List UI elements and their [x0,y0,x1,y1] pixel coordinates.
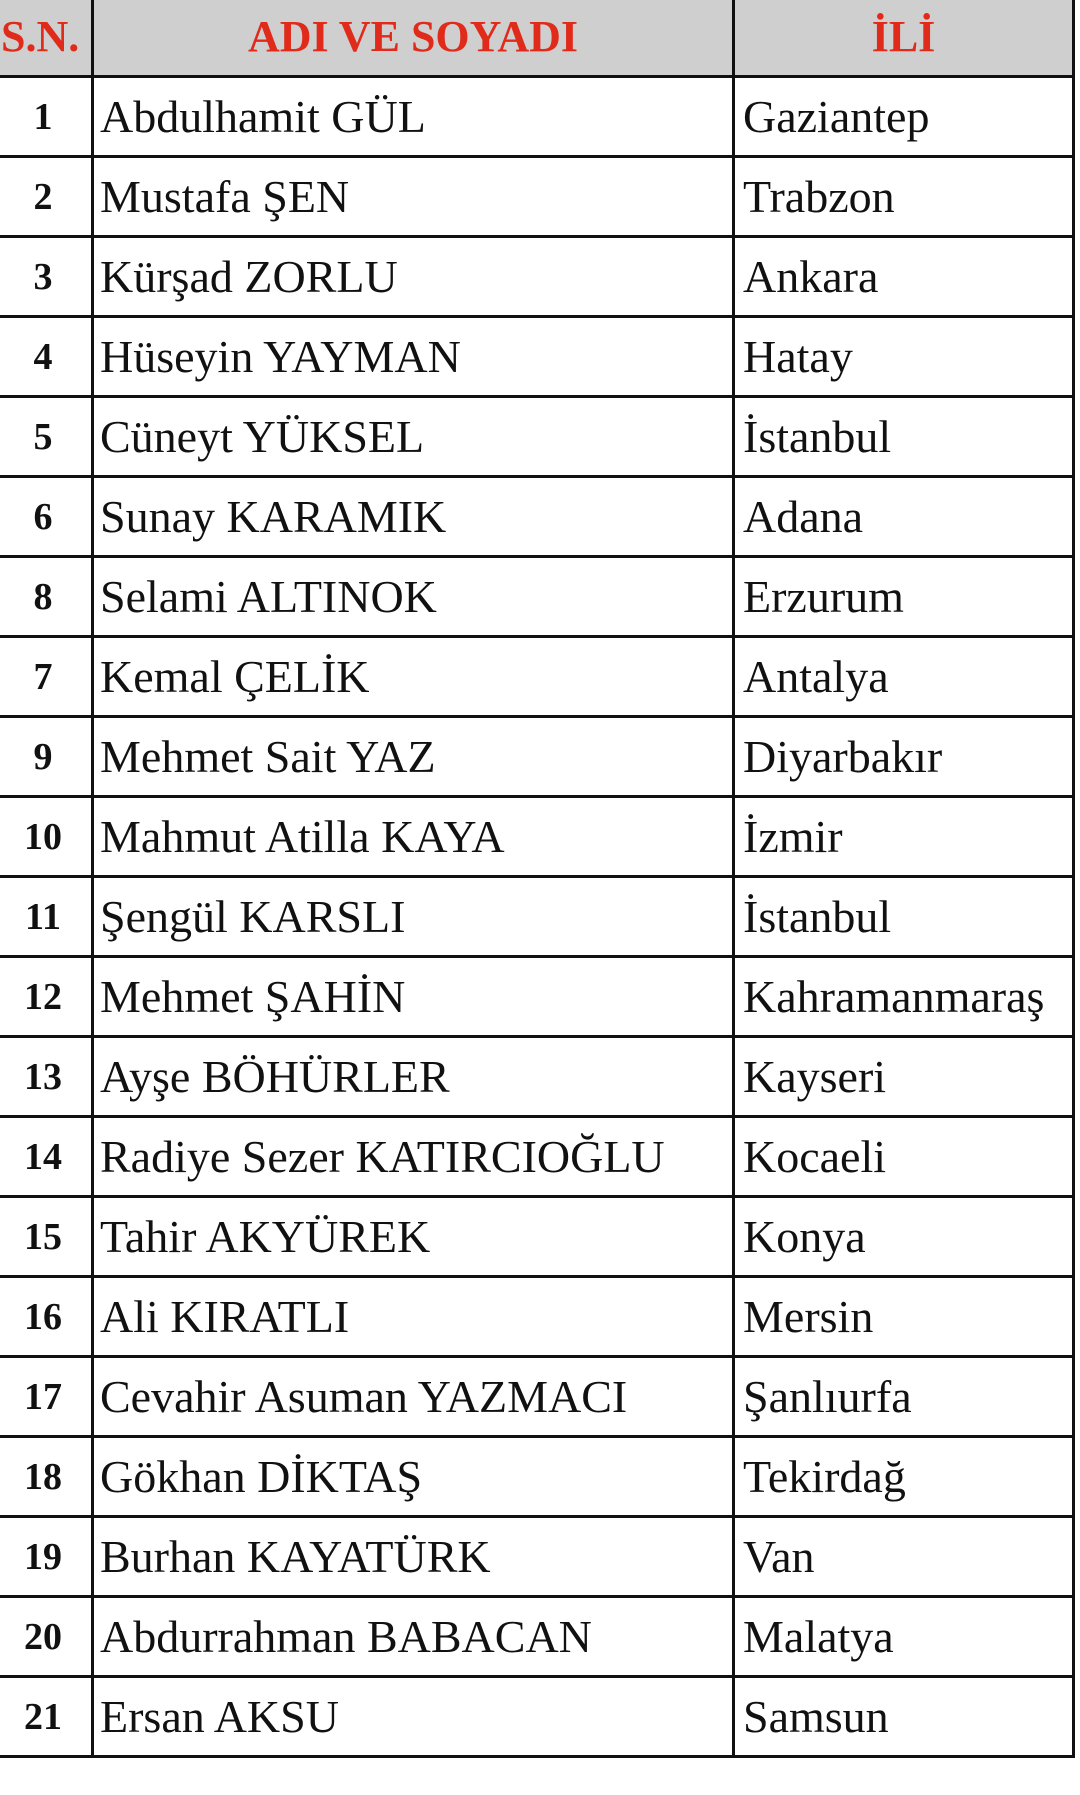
row-name: Tahir AKYÜREK [93,1197,734,1277]
row-city: Malatya [734,1597,1074,1677]
row-sn: 10 [0,797,93,877]
row-city: Adana [734,477,1074,557]
row-city: Samsun [734,1677,1074,1757]
row-city: Kahramanmaraş [734,957,1074,1037]
row-city: Erzurum [734,557,1074,637]
row-name: Kemal ÇELİK [93,637,734,717]
table-row [0,717,1074,797]
row-name: Hüseyin YAYMAN [93,317,734,397]
row-sn: 2 [0,157,93,237]
table-row [0,237,1074,317]
table-header [0,0,1074,77]
row-name: Selami ALTINOK [93,557,734,637]
row-city: Diyarbakır [734,717,1074,797]
row-name: Abdurrahman BABACAN [93,1597,734,1677]
row-sn: 13 [0,1037,93,1117]
table-row [0,397,1074,477]
row-sn: 4 [0,317,93,397]
row-name: Ali KIRATLI [93,1277,734,1357]
table-body [0,77,1074,1757]
row-name: Cüneyt YÜKSEL [93,397,734,477]
row-city: Ankara [734,237,1074,317]
header-city: İLİ [734,0,1074,77]
row-name: Ersan AKSU [93,1677,734,1757]
row-city: Kayseri [734,1037,1074,1117]
row-name: Kürşad ZORLU [93,237,734,317]
row-city: Hatay [734,317,1074,397]
row-name: Cevahir Asuman YAZMACI [93,1357,734,1437]
table-row [0,797,1074,877]
table-row [0,1037,1074,1117]
row-name: Sunay KARAMIK [93,477,734,557]
table-row [0,877,1074,957]
table-row [0,1357,1074,1437]
row-sn: 3 [0,237,93,317]
row-sn: 20 [0,1597,93,1677]
row-city: Tekirdağ [734,1437,1074,1517]
table-row [0,637,1074,717]
table-row [0,957,1074,1037]
header-sn: S.N. [0,0,93,77]
table-row [0,1197,1074,1277]
row-name: Radiye Sezer KATIRCIOĞLU [93,1117,734,1197]
table-row [0,1437,1074,1517]
row-name: Abdulhamit GÜL [93,77,734,157]
table-row [0,557,1074,637]
row-city: Şanlıurfa [734,1357,1074,1437]
row-city: Kocaeli [734,1117,1074,1197]
row-name: Burhan KAYATÜRK [93,1517,734,1597]
row-sn: 18 [0,1437,93,1517]
row-sn: 11 [0,877,93,957]
row-city: Konya [734,1197,1074,1277]
table-row [0,317,1074,397]
table-row [0,1117,1074,1197]
row-name: Mustafa ŞEN [93,157,734,237]
row-city: Gaziantep [734,77,1074,157]
row-name: Mahmut Atilla KAYA [93,797,734,877]
row-sn: 17 [0,1357,93,1437]
row-name: Gökhan DİKTAŞ [93,1437,734,1517]
header-name: ADI VE SOYADI [93,0,734,77]
row-sn: 15 [0,1197,93,1277]
row-sn: 14 [0,1117,93,1197]
row-city: İzmir [734,797,1074,877]
row-city: Van [734,1517,1074,1597]
row-city: İstanbul [734,397,1074,477]
row-sn: 12 [0,957,93,1037]
row-city: Mersin [734,1277,1074,1357]
row-name: Ayşe BÖHÜRLER [93,1037,734,1117]
row-sn: 5 [0,397,93,477]
row-sn: 1 [0,77,93,157]
row-name: Şengül KARSLI [93,877,734,957]
table-row [0,477,1074,557]
row-sn: 8 [0,557,93,637]
row-sn: 21 [0,1677,93,1757]
row-city: Trabzon [734,157,1074,237]
row-sn: 6 [0,477,93,557]
row-name: Mehmet Sait YAZ [93,717,734,797]
row-sn: 9 [0,717,93,797]
header-row [0,0,1074,77]
table-row [0,77,1074,157]
row-name: Mehmet ŞAHİN [93,957,734,1037]
row-sn: 7 [0,637,93,717]
row-sn: 16 [0,1277,93,1357]
row-city: Antalya [734,637,1074,717]
row-city: İstanbul [734,877,1074,957]
table-row [0,157,1074,237]
table-row [0,1597,1074,1677]
row-sn: 19 [0,1517,93,1597]
table-row [0,1517,1074,1597]
table-row [0,1677,1074,1757]
table-row [0,1277,1074,1357]
